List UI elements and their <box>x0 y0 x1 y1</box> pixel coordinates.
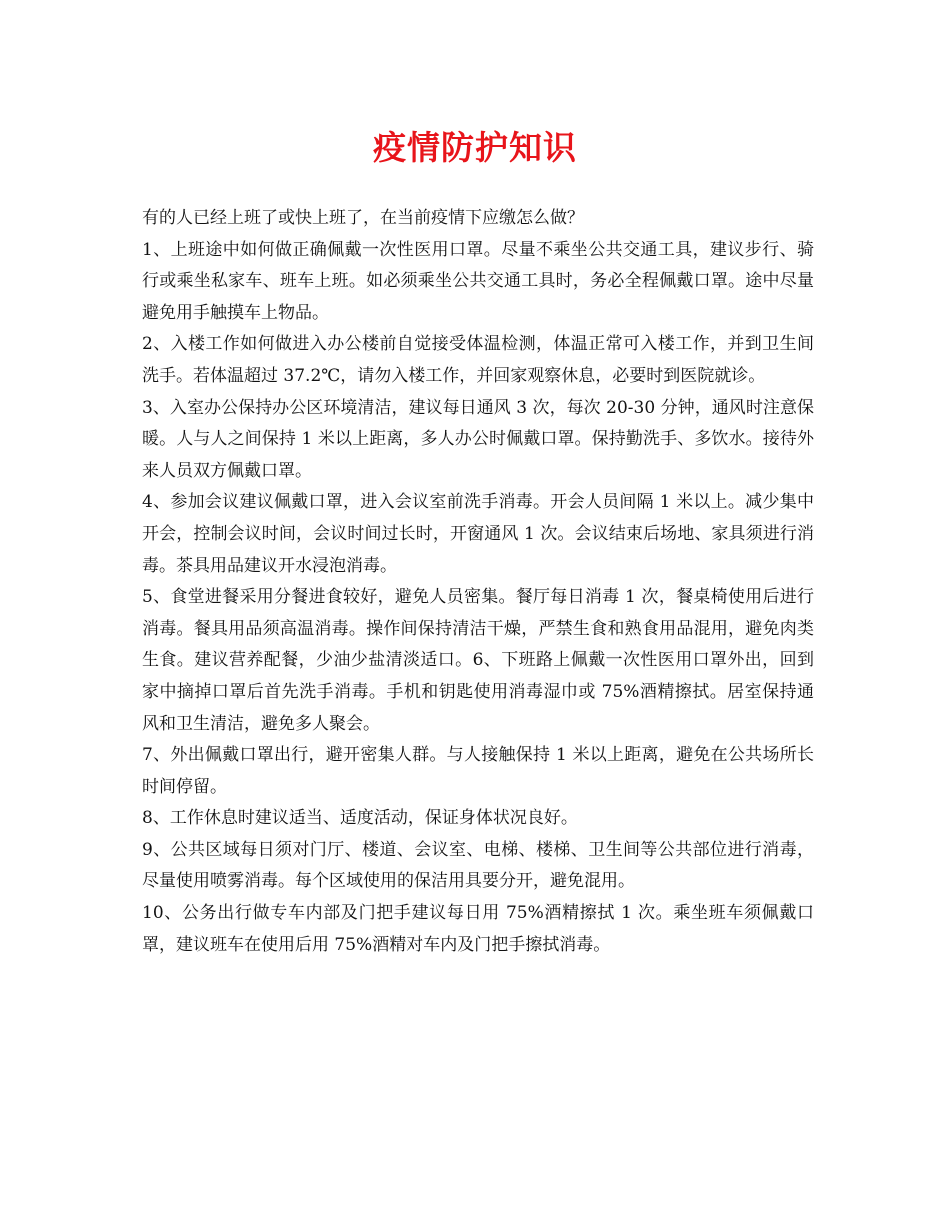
paragraph-7: 7、外出佩戴口罩出行，避开密集人群。与人接触保持 1 米以上距离，避免在公共场所长时间停留。 <box>142 745 814 797</box>
paragraph-2: 2、入楼工作如何做进入办公楼前自觉接受体温检测，体温正常可入楼工作，并到卫生间洗手。若体温超过 37.2℃，请勿入楼工作，并回家观察休息，必要时到医院就诊。 <box>142 334 814 386</box>
document-title: 疫情防护知识 <box>373 128 577 167</box>
paragraph-9: 9、公共区域每日须对门厅、楼道、会议室、电梯、楼梯、卫生间等公共部位进行消毒，尽量使用喷雾消毒。每个区域使用的保洁用具要分开，避免混用。 <box>142 839 814 892</box>
paragraph-8: 8、工作休息时建议适当、适度活动，保证身体状况良好。 <box>142 808 578 829</box>
paragraph-10: 10、公务出行做专车内部及门把手建议每日用 75%酒精擦拭 1 次。乘坐班车须佩戴口罩，建议班车在使用后用 75%酒精对车内及门把手擦拭消毒。 <box>142 903 814 955</box>
paragraph-5: 5、食堂进餐采用分餐进食较好，避免人员密集。餐厅每日消毒 1 次，餐桌椅使用后进行消毒。餐具用品须高温消毒。操作间保持清洁干燥，严禁生食和熟食用品混用，避免肉类生食。建议营养配餐，少油少盐清淡适口。6、下班路上佩戴一次性医用口罩外出，回到家中摘掉口罩后首先洗手消毒。手机和钥匙使用消毒湿巾或 75%酒精擦拭。居室保持通风和卫生清洁，避免多人聚会。 <box>142 587 814 734</box>
paragraph-1: 1、上班途中如何做正确佩戴一次性医用口罩。尽量不乘坐公共交通工具，建议步行、骑行或乘坐私家车、班车上班。如必须乘坐公共交通工具时，务必全程佩戴口罩。途中尽量避免用手触摸车上物品。 <box>142 239 814 323</box>
paragraph-3: 3、入室办公保持办公区环境清洁，建议每日通风 3 次，每次 20-30 分钟，通风时注意保暖。人与人之间保持 1 米以上距离，多人办公时佩戴口罩。保持勤洗手、多饮水。接待外来人员双方佩戴口罩。 <box>142 397 814 481</box>
paragraph-intro: 有的人已经上班了或快上班了，在当前疫情下应缴怎么做？ <box>142 208 584 228</box>
document-body <box>142 203 814 961</box>
paragraph-4: 4、参加会议建议佩戴口罩，进入会议室前洗手消毒。开会人员间隔 1 米以上。减少集中开会，控制会议时间，会议时间过长时，开窗通风 1 次。会议结束后场地、家具须进行消毒。茶具用品建议开水浸泡消毒。 <box>142 492 814 576</box>
